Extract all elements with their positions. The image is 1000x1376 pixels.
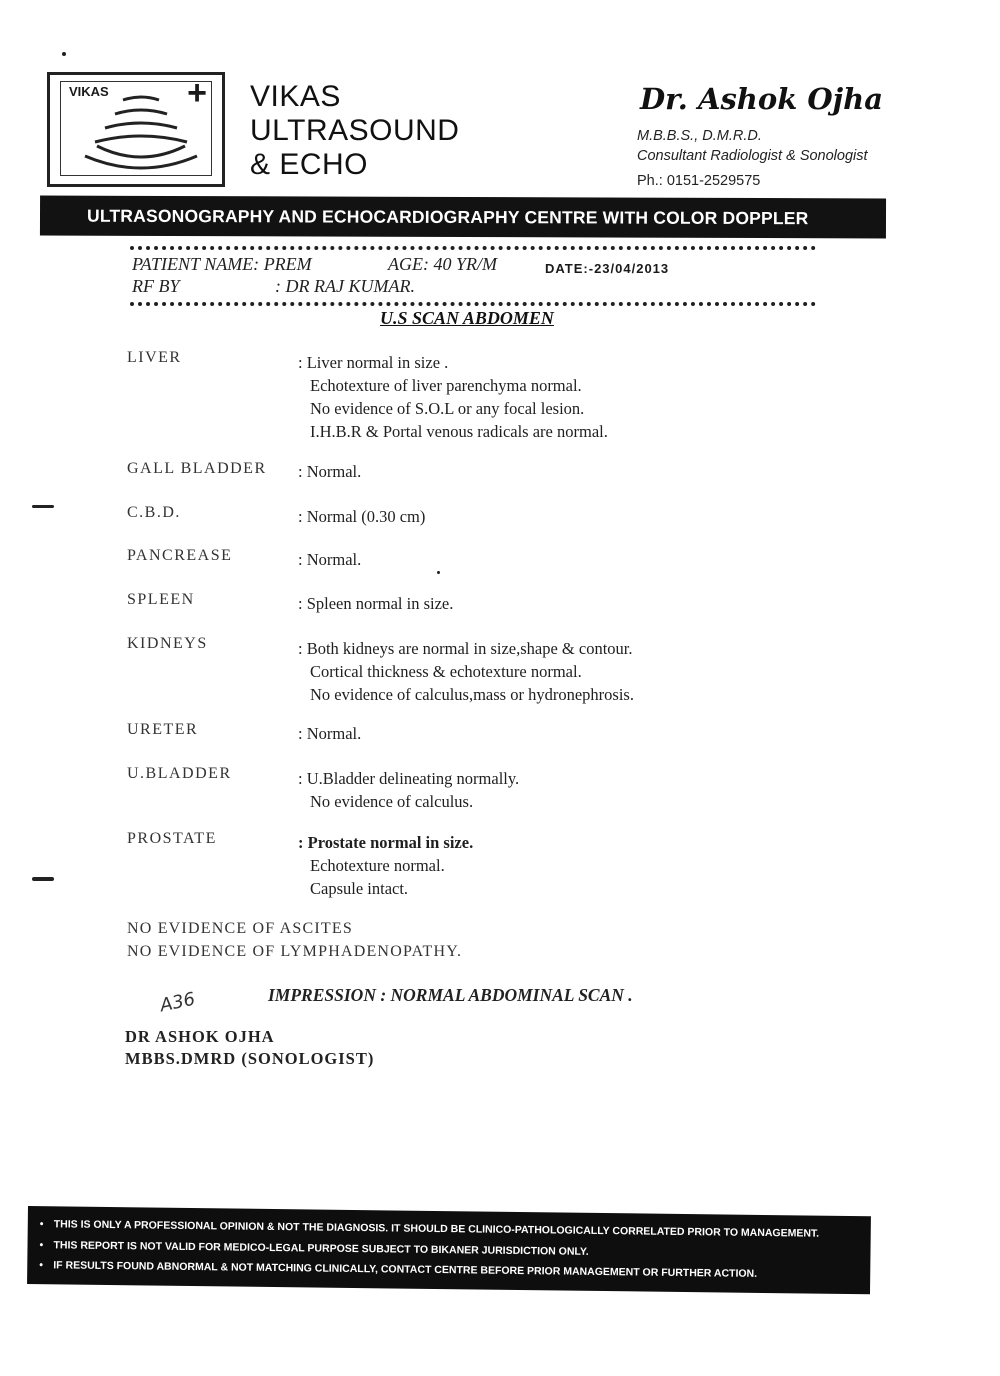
finding-line: Capsule intact. [310,879,409,898]
scan-speck [32,505,54,508]
centre-banner: ULTRASONOGRAPHY AND ECHOCARDIOGRAPHY CENTRE WITH COLOR DOPPLER [40,196,886,239]
finding-pancreas [298,548,361,571]
disclaimer-footer [27,1206,871,1294]
handwritten-initials: A36 [158,988,198,1017]
finding-line: : Normal. [298,462,362,481]
finding-line: I.H.B.R & Portal venous radicals are normal. [310,422,608,441]
signature-qualification: MBBS.DMRD (SONOLOGIST) [125,1049,375,1068]
age-label: AGE: [388,254,429,274]
logo-frame [60,74,212,176]
organ-label: C.B.D. [127,504,181,521]
organ-label: SPLEEN [127,591,195,608]
scan-speck [32,877,54,881]
finding-line: : Normal (0.30 cm) [298,507,426,526]
logo [47,72,225,187]
referred-by: : DR RAJ KUMAR. [275,276,415,296]
report-date: DATE:-23/04/2013 [545,261,670,276]
finding-line: : Liver normal in size . [298,353,449,372]
finding-line: : Prostate normal in size. [298,833,474,852]
finding-kidneys [298,637,634,706]
finding-line: : Both kidneys are normal in size,shape & contour. [298,639,633,658]
brand-line: ULTRASOUND [250,114,460,147]
referred-by-label: RF BY [132,276,180,296]
patient-age: 40 YR/M [433,254,497,274]
finding-cbd [298,505,425,528]
disclaimer-text: IF RESULTS FOUND ABNORMAL & NOT MATCHING CLINICALLY, CONTACT CENTRE BEFORE PRIOR MANAGEMENT OR FURTHER ACTION. [53,1259,758,1280]
finding-line: No evidence of S.O.L or any focal lesion. [310,399,585,418]
brand-line: & ECHO [250,148,369,181]
finding-gall-bladder [298,460,361,483]
finding-line: Cortical thickness & echotexture normal. [310,662,582,681]
organ-label: LIVER [127,349,182,366]
organ-label: URETER [127,721,199,738]
organ-label: U.BLADDER [127,765,232,782]
note-line: NO EVIDENCE OF LYMPHADENOPATHY. [127,943,463,960]
finding-line: No evidence of calculus. [310,792,474,811]
finding-ureter [298,722,361,745]
doctor-qualification: M.B.B.S., D.M.R.D. [637,128,762,144]
disclaimer-text: THIS IS ONLY A PROFESSIONAL OPINION & NOT THE DIAGNOSIS. IT SHOULD BE CLINICO-PATHOLOGICALLY CORRELATED PRIOR TO MANAGEMENT. [53,1218,820,1240]
additional-notes [127,917,462,963]
patient-name: PREM [263,254,312,274]
finding-line: No evidence of calculus,mass or hydronephrosis. [310,685,634,704]
impression: IMPRESSION : NORMAL ABDOMINAL SCAN . [268,985,633,1005]
note-line: NO EVIDENCE OF ASCITES [127,920,353,937]
doctor-phone: Ph.: 0151-2529575 [637,173,761,189]
organ-label: PANCREASE [127,547,233,564]
finding-line: Echotexture of liver parenchyma normal. [310,376,582,395]
organ-label: GALL BLADDER [127,460,267,477]
brand-line: VIKAS [250,80,341,113]
signature-name: DR ASHOK OJHA [125,1027,275,1046]
finding-liver [298,351,608,443]
finding-line: : Normal. [298,724,362,743]
finding-prostate [298,831,473,900]
brand-name [250,80,459,182]
divider [130,302,816,306]
divider [130,246,816,250]
patient-name-row [132,254,312,275]
bullet-icon: • [39,1238,44,1251]
doctor-name: Dr. Ashok Ojha [640,82,884,116]
scan-speck [437,571,440,574]
disclaimer-text: THIS REPORT IS NOT VALID FOR MEDICO-LEGAL PURPOSE SUBJECT TO BIKANER JURISDICTION ONLY. [53,1238,589,1258]
organ-label: PROSTATE [127,830,217,847]
bullet-icon: • [39,1218,44,1231]
finding-line: : Spleen normal in size. [298,594,454,613]
ultrasound-waves-icon [71,92,211,182]
finding-line: : U.Bladder delineating normally. [298,769,520,788]
scan-speck [62,52,66,56]
report-title: U.S SCAN ABDOMEN [380,308,554,328]
patient-age-row [388,254,497,275]
finding-line: : Normal. [298,550,362,569]
bullet-icon: • [39,1259,44,1272]
finding-line: Echotexture normal. [310,856,445,875]
organ-label: KIDNEYS [127,635,208,652]
patient-name-label: PATIENT NAME: [132,254,260,274]
finding-urinary-bladder [298,767,519,813]
finding-spleen [298,592,453,615]
doctor-designation: Consultant Radiologist & Sonologist [637,148,868,164]
plus-icon: + [187,74,207,112]
logo-text: VIKAS [69,84,109,99]
